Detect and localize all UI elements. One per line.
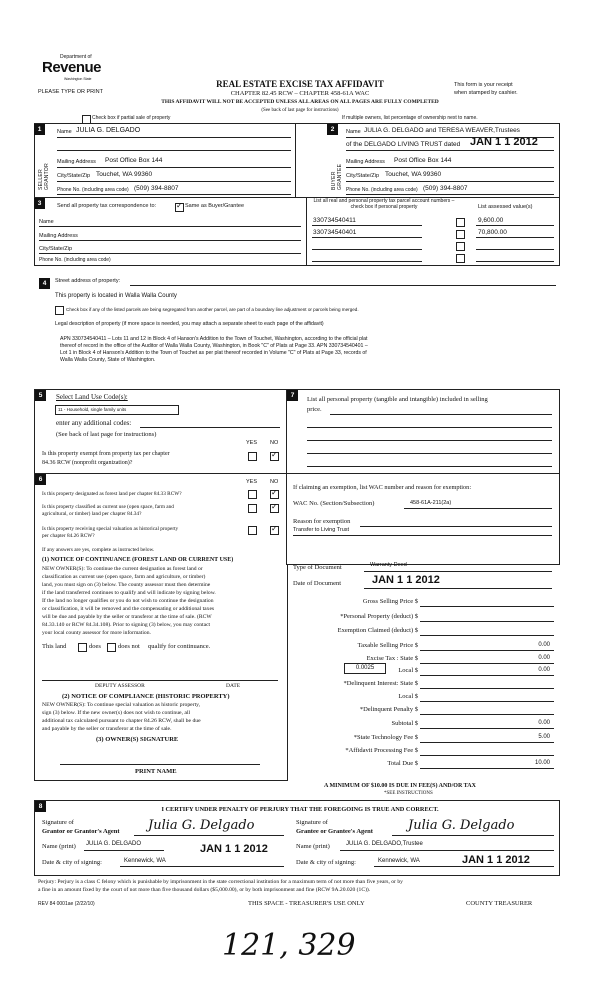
form-title: REAL ESTATE EXCISE TAX AFFIDAVIT [216, 79, 384, 89]
compliance-line-2: sign (3) below. If the new owner(s) does not wish to continue, all [42, 710, 191, 716]
parcel-header: List all real and personal property tax parcel account numbers – check box if personal property [313, 198, 455, 210]
section-6-number: 6 [35, 474, 46, 485]
buyer-mailing[interactable]: Post Office Box 144 [394, 157, 452, 164]
qualify-label: qualify for continuance. [148, 643, 211, 650]
notice-line-7: will be due and payable by the seller or transferor at the time of sale. (RCW [42, 614, 212, 620]
section-1-number: 1 [34, 124, 45, 135]
forest-no-checkbox[interactable] [270, 490, 279, 499]
parcel-3-personal-checkbox[interactable] [456, 242, 465, 251]
notice-line-5: If the land no longer qualifies or you do not wish to continue the designation [42, 598, 214, 604]
current-use-question-2: agricultural, or timber) land per chapter 84.34? [42, 511, 142, 517]
form-chapter: CHAPTER 82.45 RCW – CHAPTER 458-61A WAC [230, 90, 370, 97]
corr-name-label: Name [39, 219, 54, 225]
grantor-agent-label: Grantor or Grantor's Agent [42, 828, 120, 835]
notice-line-9: your local county assessor for more information. [42, 630, 151, 636]
additional-codes-label: enter any additional codes: [56, 419, 132, 427]
section-7-number: 7 [287, 390, 298, 401]
assessed-header: List assessed value(s) [478, 204, 533, 210]
tax-row-label: *Delinquent Interest: State $ [343, 680, 418, 687]
notice-line-4: if the land transferred continues to qualify and will indicate by signing below. [42, 590, 216, 596]
notice-line-6: or classification, it will be removed and the compensating or additional taxes [42, 606, 215, 612]
corr-mailing-label: Mailing Address [39, 233, 78, 239]
grantor-printed-name[interactable]: JULIA G. DELGADO [86, 841, 142, 847]
if-yes-instructions: If any answers are yes, complete as instructed below. [42, 547, 155, 553]
grantor-sig-of: Signature of [42, 819, 74, 826]
forest-question: Is this property designated as forest land per chapter 84.33 RCW? [42, 491, 182, 497]
dept-line2: Washington State [64, 77, 92, 81]
perjury-line-1: Perjury: Perjury is a class C felony which is punishable by imprisonment in the state correctional institution for a maximum term of not more than five years, or by [38, 879, 403, 885]
doc-type[interactable]: Warranty Deed [370, 562, 407, 568]
grantor-signature[interactable]: Julia G. Delgado [148, 818, 255, 833]
tax-row-value[interactable]: 0.00 [538, 667, 550, 673]
grantor-date[interactable]: JAN 1 1 2012 [200, 843, 268, 855]
grantee-date-city-label: Date & city of signing: [296, 859, 356, 866]
historic-yes-checkbox[interactable] [248, 526, 257, 535]
land-does-not-checkbox[interactable] [107, 643, 116, 652]
historic-question-2: per chapter 84.26 RCW? [42, 533, 95, 539]
segregated-checkbox[interactable] [55, 306, 64, 315]
buyer-name-line2[interactable]: of the DELGADO LIVING TRUST dated [346, 141, 461, 148]
receipt-line2: when stamped by cashier. [454, 90, 518, 96]
grantor-city[interactable]: Kennewick, WA [124, 858, 166, 864]
tax-row-value[interactable]: 10.00 [534, 760, 550, 766]
parcel-2-personal-checkbox[interactable] [456, 230, 465, 239]
section-2-number: 2 [327, 124, 338, 135]
compliance-line-1: NEW OWNER(S): To continue special valuation as historic property, [42, 702, 201, 708]
this-land-label: This land [42, 643, 67, 650]
tax-row-value[interactable]: 5.00 [538, 734, 550, 740]
seller-mailing-label: Mailing Address [57, 159, 96, 165]
s6-yes-header: YES [246, 479, 258, 485]
minimum-due-note: A MINIMUM OF $10.00 IS DUE IN FEE(S) AND/OR TAX [324, 783, 476, 789]
section-4-number: 4 [39, 278, 50, 289]
buyer-name-line1[interactable]: JULIA G. DELGADO and TERESA WEAVER,Trustees [364, 127, 520, 134]
grantor-date-city-label: Date & city of signing: [42, 859, 102, 866]
notice-continuance-title: (1) NOTICE OF CONTINUANCE (FOREST LAND OR CURRENT USE) [42, 557, 234, 563]
corr-city-label: City/State/Zip [39, 246, 73, 252]
receipt-line1: This form is your receipt [454, 82, 513, 88]
s6-no-header: NO [270, 479, 279, 485]
tax-row-label: *Delinquent Penalty $ [359, 706, 418, 713]
parcel-1-value[interactable]: 9,600.00 [478, 217, 504, 224]
partial-sale-label: Check box if partial sale of property [92, 115, 171, 121]
corr-phone-label: Phone No. (including area code) [39, 257, 111, 263]
buyer-city-label: City/State/Zip [346, 173, 380, 179]
buyer-name-label: Name [346, 129, 361, 135]
land-does-checkbox[interactable] [78, 643, 87, 652]
land-use-label: Select Land Use Code(s): [56, 393, 128, 401]
notice-line-1: NEW OWNER(S): To continue the current designation as forest land or [42, 566, 203, 572]
exempt-question-1: Is this property exempt from property tax per chapter [42, 451, 170, 457]
tax-row-label: Subtotal $ [391, 720, 418, 727]
perjury-line-2: a fine in an amount fixed by the court of not more than five thousand dollars ($5,000.00), or by both imprisonment and fine (RCW 9A.20.020 (1C)). [38, 887, 371, 893]
local-rate-box[interactable]: 0.0025 [344, 663, 386, 674]
logo-wordmark: Revenue [42, 59, 102, 76]
seller-city[interactable]: Touchet, WA 99360 [96, 171, 153, 178]
treasurer-space-label: THIS SPACE - TREASURER'S USE ONLY [248, 900, 365, 907]
grantee-agent-label: Grantee or Grantee's Agent [296, 828, 373, 835]
legal-line-4: Walla Walla County, State of Washington. [60, 357, 156, 363]
legal-line-3: Lot 1 in Block 4 of Hanson's Addition to the Town of Touchet as per plat thereof recorded in Volume "C" of Plats at Page 33, records of [60, 350, 367, 356]
tax-row-value[interactable]: 0.00 [538, 655, 550, 661]
grantee-date[interactable]: JAN 1 1 2012 [462, 854, 530, 866]
notice-line-2: classification as current use (open space, farm and agriculture, or timber) [42, 574, 206, 580]
buyer-mailing-label: Mailing Address [346, 159, 385, 165]
tax-row-label: Total Due $ [387, 760, 418, 767]
notice-line-3: land, you must sign on (3) below. The county assessor must then determine [42, 582, 211, 588]
deputy-assessor-label: DEPUTY ASSESSOR [95, 683, 145, 689]
tax-row-value[interactable]: 0.00 [538, 642, 550, 648]
buyer-side-label: BUYER GRANTEE [331, 163, 343, 190]
owner-signature-label: (3) OWNER(S) SIGNATURE [96, 736, 179, 743]
exempt-question-2: 84.36 RCW (nonprofit organization)? [42, 460, 133, 466]
please-type: PLEASE TYPE OR PRINT [38, 89, 104, 95]
seller-side-label: SELLER GRANTOR [38, 162, 50, 190]
land-use-see-back: (See back of last page for instructions) [56, 431, 157, 438]
buyer-city[interactable]: Touchet, WA 99360 [385, 171, 442, 178]
tax-row-label: *State Technology Fee $ [353, 734, 418, 741]
form-revision: REV 84 0001ae (2/22/10) [38, 901, 95, 907]
completion-warning: THIS AFFIDAVIT WILL NOT BE ACCEPTED UNLESS ALL AREAS ON ALL PAGES ARE FULLY COMPLETED [161, 99, 439, 105]
multiple-owners-note: If multiple owners, list percentage of ownership next to name. [342, 115, 478, 121]
grantee-printed-name[interactable]: JULIA G. DELGADO,Trustee [346, 841, 423, 847]
tax-row-label: Local $ [398, 693, 418, 700]
tax-row-label: *Personal Property (deduct) $ [340, 613, 418, 620]
does-label: does [89, 643, 101, 650]
seller-phone[interactable]: (509) 394-8807 [134, 185, 179, 192]
seller-name[interactable]: JULIA G. DELGADO [76, 127, 141, 134]
personal-property-label-1: List all personal property (tangible and intangible) included in selling [307, 396, 488, 403]
seller-name-label: Name [57, 129, 72, 135]
tax-row-label: Gross Selling Price $ [362, 598, 418, 605]
historic-question-1: Is this property receiving special valuation as historical property [42, 526, 179, 532]
buyer-date-stamp: JAN 1 1 2012 [470, 136, 538, 148]
exempt-no-checkbox[interactable] [270, 452, 279, 461]
tax-row-label: Exemption Claimed (deduct) $ [337, 627, 418, 634]
exemption-claim-label: If claiming an exemption, list WAC number and reason for exemption: [293, 484, 472, 491]
forest-yes-checkbox[interactable] [248, 490, 257, 499]
personal-property-label-2: price. [307, 406, 322, 413]
doc-date-label: Date of Document [293, 580, 342, 587]
correspondence-label: Send all property tax correspondence to: [57, 203, 157, 209]
parcel-2-number[interactable]: 330734540401 [313, 229, 357, 236]
compliance-line-3: additional tax calculated pursuant to chapter 84.26 RCW, shall be due [42, 718, 201, 724]
notice-compliance-title: (2) NOTICE OF COMPLIANCE (HISTORIC PROPERTY) [62, 693, 230, 700]
current-use-no-checkbox[interactable] [270, 504, 279, 513]
seller-mailing[interactable]: Post Office Box 144 [105, 157, 163, 164]
print-name-label: PRINT NAME [135, 768, 177, 775]
legal-description-label: Legal description of property (if more space is needed, you may attach a separate sheet to each page of the affidavit) [55, 321, 324, 327]
parcel-2-value[interactable]: 70,800.00 [478, 229, 507, 236]
parcel-1-personal-checkbox[interactable] [456, 218, 465, 227]
exemption-reason[interactable]: Transfer to Living Trust [293, 527, 350, 533]
same-as-buyer-checkbox[interactable] [175, 203, 184, 212]
current-use-yes-checkbox[interactable] [248, 504, 257, 513]
grantee-city[interactable]: Kennewick, WA [378, 858, 420, 864]
certify-statement: I CERTIFY UNDER PENALTY OF PERJURY THAT THE FOREGOING IS TRUE AND CORRECT. [161, 806, 439, 813]
property-location: This property is located in Walla Walla County [55, 293, 177, 299]
doc-date[interactable]: JAN 1 1 2012 [372, 574, 440, 586]
tax-row-label: Local $ [398, 667, 418, 674]
tax-row-label: Excise Tax : State $ [366, 655, 418, 662]
section-8-number: 8 [35, 801, 46, 812]
see-instructions-note: *SEE INSTRUCTIONS [384, 791, 433, 796]
segregated-label: Check box if any of the listed parcels are being segregated from another parcel, are part of a boundary line adjustment or parcels being merged. [66, 307, 359, 312]
county-treasurer-label: COUNTY TREASURER [466, 900, 533, 907]
buyer-phone-label: Phone No. (including area code) [346, 187, 418, 193]
doc-type-label: Type of Document [293, 564, 342, 571]
land-use-select[interactable]: 11 - Household, single family units [55, 405, 179, 415]
legal-line-1: APN 330734540411 – Lots 11 and 12 in Block 4 of Hanson's Addition to the Town of Touchet, Washington, according to the official plat [60, 336, 368, 342]
section-3-number: 3 [34, 198, 45, 209]
historic-no-checkbox[interactable] [270, 526, 279, 535]
street-address-label: Street address of property: [55, 278, 121, 284]
grantor-name-print-label: Name (print) [42, 843, 76, 850]
wac-value[interactable]: 458-61A-211(2a) [410, 500, 452, 506]
dept-line1: Department of [60, 54, 92, 60]
grantee-name-print-label: Name (print) [296, 843, 330, 850]
exemption-reason-label: Reason for exemption [293, 518, 351, 525]
section-5-number: 5 [35, 390, 46, 401]
assessor-date-label: DATE [226, 683, 241, 689]
legal-line-2: thereof of record in the office of the Auditor of Walla Walla County, Washington, in Book "C" of Plats at Page 33. APN 330734540401 – [60, 343, 368, 349]
parcel-4-personal-checkbox[interactable] [456, 254, 465, 263]
grantee-sig-of: Signature of [296, 819, 328, 826]
current-use-question-1: Is this property classified as current use (open space, farm and [42, 504, 174, 510]
s5-no-header: NO [270, 440, 279, 446]
s5-yes-header: YES [246, 440, 258, 446]
wac-label: WAC No. (Section/Subsection) [293, 500, 375, 507]
seller-city-label: City/State/Zip [57, 173, 91, 179]
parcel-1-number[interactable]: 330734540411 [313, 217, 356, 224]
exempt-yes-checkbox[interactable] [248, 452, 257, 461]
handwritten-number: 121, 329 [222, 928, 356, 963]
notice-line-8: 84.33.140 or RCW 84.34.108). Prior to signing (3) below, you may contact [42, 622, 211, 628]
tax-row-label: Taxable Selling Price $ [357, 642, 418, 649]
same-as-buyer-label: Same as Buyer/Grantee [185, 203, 245, 209]
tax-row-label: *Affidavit Processing Fee $ [345, 747, 418, 754]
tax-row-value[interactable]: 0.00 [538, 720, 550, 726]
compliance-line-4: and payable by the seller or transferor at the time of sale. [42, 726, 172, 732]
buyer-phone[interactable]: (509) 394-8807 [423, 185, 468, 192]
see-back-note: (See back of last page for instructions) [261, 108, 339, 113]
seller-phone-label: Phone No. (including area code) [57, 187, 129, 193]
grantee-signature[interactable]: Julia G. Delgado [408, 818, 515, 833]
does-not-label: does not [118, 643, 140, 650]
